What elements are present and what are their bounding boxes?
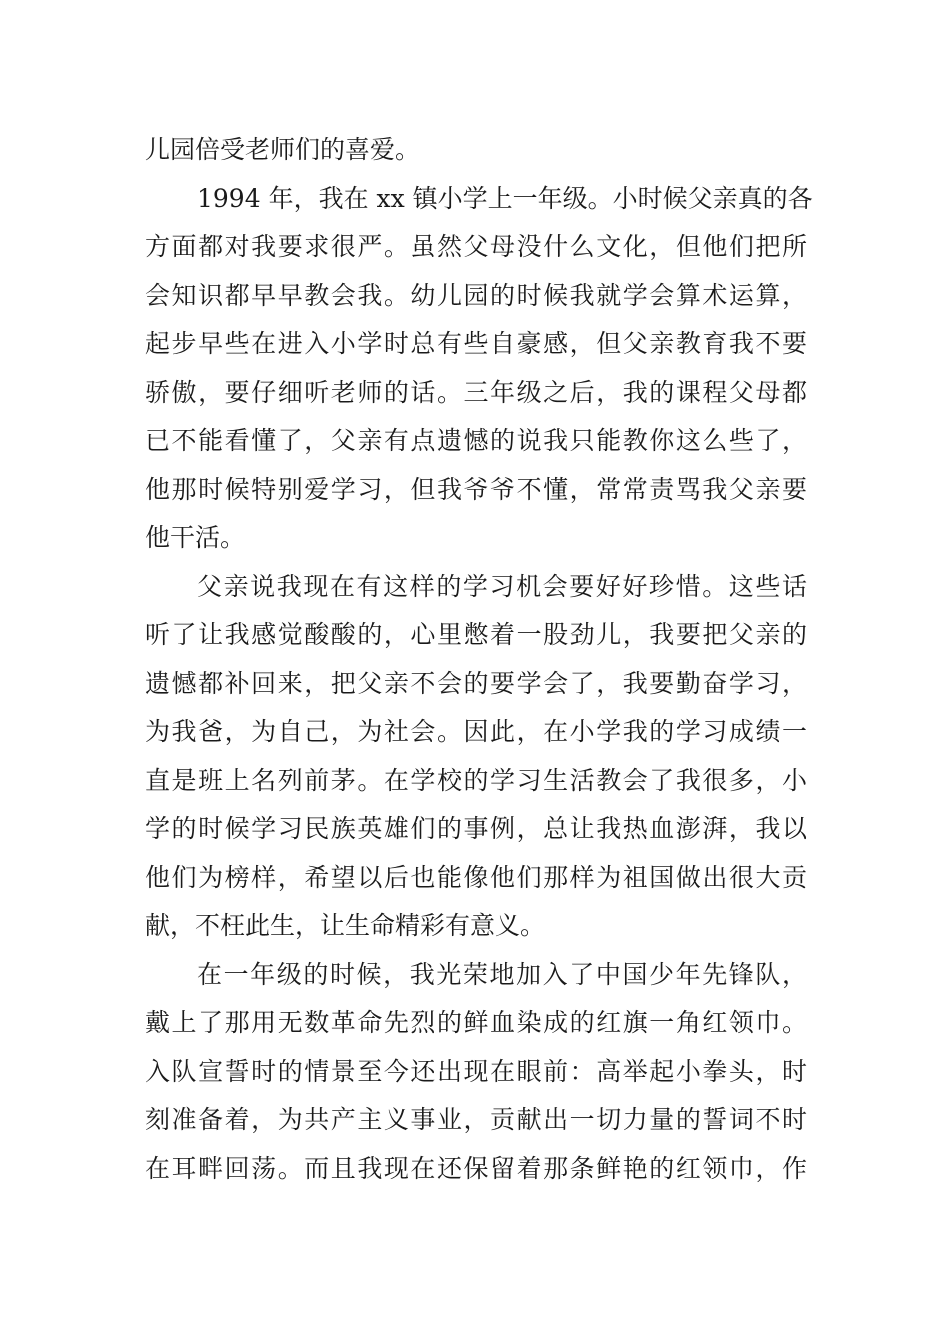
text-line: 方面都对我要求很严。虽然父母没什么文化，但他们把所 — [145, 232, 807, 261]
text-line: 听了让我感觉酸酸的，心里憋着一股劲儿，我要把父亲的 — [145, 620, 807, 649]
text-line: 献，不枉此生，让生命精彩有意义。 — [145, 911, 546, 940]
text-line: 已不能看懂了，父亲有点遗憾的说我只能教你这么些了， — [145, 426, 807, 455]
paragraph — [145, 951, 807, 1194]
text-line: 父亲说我现在有这样的学习机会要好好珍惜。这些话 — [197, 571, 807, 601]
text-line: 为我爸，为自己，为社会。因此，在小学我的学习成绩一 — [145, 717, 807, 746]
text-line: 在耳畔回荡。而且我现在还保留着那条鲜艳的红领巾，作 — [145, 1153, 807, 1183]
text-line: 儿园倍受老师们的喜爱。 — [145, 135, 421, 164]
text-line: 会知识都早早教会我。幼儿园的时候我就学会算术运算， — [145, 280, 807, 310]
paragraph — [145, 563, 807, 951]
paragraph — [145, 175, 813, 563]
text-line: 戴上了那用无数革命先烈的鲜血染成的红旗一角红领巾。 — [145, 1008, 807, 1037]
text-line: 1994 年，我在 xx 镇小学上一年级。小时候父亲真的各 — [197, 183, 813, 213]
text-line: 直是班上名列前茅。在学校的学习生活教会了我很多，小 — [145, 765, 807, 795]
text-line: 他们为榜样，希望以后也能像他们那样为祖国做出很大贡 — [145, 862, 807, 892]
text-line: 入队宣誓时的情景至今还出现在眼前：高举起小拳头，时 — [145, 1056, 807, 1086]
text-line: 起步早些在进入小学时总有些自豪感，但父亲教育我不要 — [145, 329, 807, 358]
text-line: 他干活。 — [145, 523, 246, 552]
text-line: 遗憾都补回来，把父亲不会的要学会了，我要勤奋学习， — [145, 668, 807, 698]
text-line: 他那时候特别爱学习，但我爷爷不懂，常常责骂我父亲要 — [145, 474, 807, 504]
body-text — [145, 126, 813, 1193]
text-line: 骄傲，要仔细听老师的话。三年级之后，我的课程父母都 — [145, 377, 807, 407]
paragraph — [145, 126, 807, 175]
text-line: 在一年级的时候，我光荣地加入了中国少年先锋队， — [197, 959, 807, 989]
text-line: 学的时候学习民族英雄们的事例，总让我热血澎湃，我以 — [145, 814, 807, 843]
text-line: 刻准备着，为共产主义事业，贡献出一切力量的誓词不时 — [145, 1105, 807, 1134]
